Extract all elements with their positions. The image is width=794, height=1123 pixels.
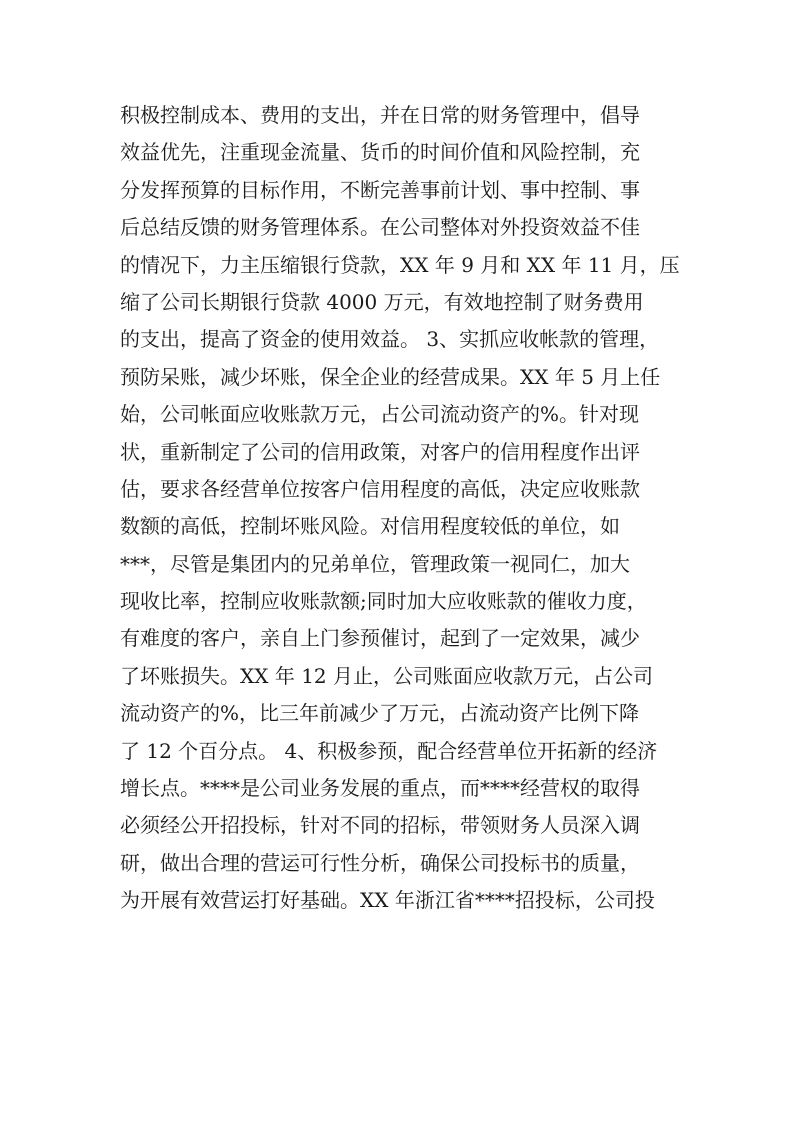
text-line: ***，尽管是集团内的兄弟单位，管理政策一视同仁，加大	[120, 551, 630, 576]
body-text	[120, 97, 690, 920]
text-line: 必须经公开招投标，针对不同的招标，带领财务人员深入调	[120, 813, 640, 838]
text-line: 状，重新制定了公司的信用政策，对客户的信用程度作出评	[120, 439, 640, 464]
text-line: 增长点。****是公司业务发展的重点，而****经营权的取得	[120, 776, 640, 801]
text-line: 积极控制成本、费用的支出，并在日常的财务管理中，倡导	[120, 103, 640, 127]
text-line: 的支出，提高了资金的使用效益。 3、实抓应收帐款的管理，	[120, 327, 660, 352]
text-line: 现收比率，控制应收账款额;同时加大应收账款的催收力度，	[120, 589, 647, 614]
text-line: 的情况下，力主压缩银行贷款，XX 年 9 月和 XX 年 11 月，压	[120, 252, 680, 277]
text-line: 流动资产的%，比三年前减少了万元，占流动资产比例下降	[120, 701, 640, 726]
text-line: 研，做出合理的营运可行性分析，确保公司投标书的质量，	[120, 850, 640, 875]
text-line: 效益优先，注重现金流量、货币的时间价值和风险控制，充	[120, 140, 640, 165]
text-line: 为开展有效营运打好基础。XX 年浙江省****招投标，公司投	[120, 888, 655, 913]
text-line: 预防呆账，减少坏账，保全企业的经营成果。XX 年 5 月上任	[120, 364, 661, 389]
text-line: 后总结反馈的财务管理体系。在公司整体对外投资效益不佳	[120, 215, 640, 240]
text-line: 数额的高低，控制坏账风险。对信用程度较低的单位，如	[120, 514, 620, 539]
text-line: 缩了公司长期银行贷款 4000 万元，有效地控制了财务费用	[120, 289, 644, 314]
text-line: 了坏账损失。XX 年 12 月止，公司账面应收款万元，占公司	[120, 663, 653, 688]
text-line: 始，公司帐面应收账款万元，占公司流动资产的%。针对现	[120, 402, 640, 427]
text-line: 了 12 个百分点。 4、积极参预，配合经营单位开拓新的经济	[120, 738, 658, 763]
text-line: 估，要求各经营单位按客户信用程度的高低，决定应收账款	[120, 476, 640, 501]
text-line: 分发挥预算的目标作用，不断完善事前计划、事中控制、事	[120, 177, 640, 202]
text-line: 有难度的客户，亲自上门参预催讨，起到了一定效果，减少	[120, 626, 640, 651]
